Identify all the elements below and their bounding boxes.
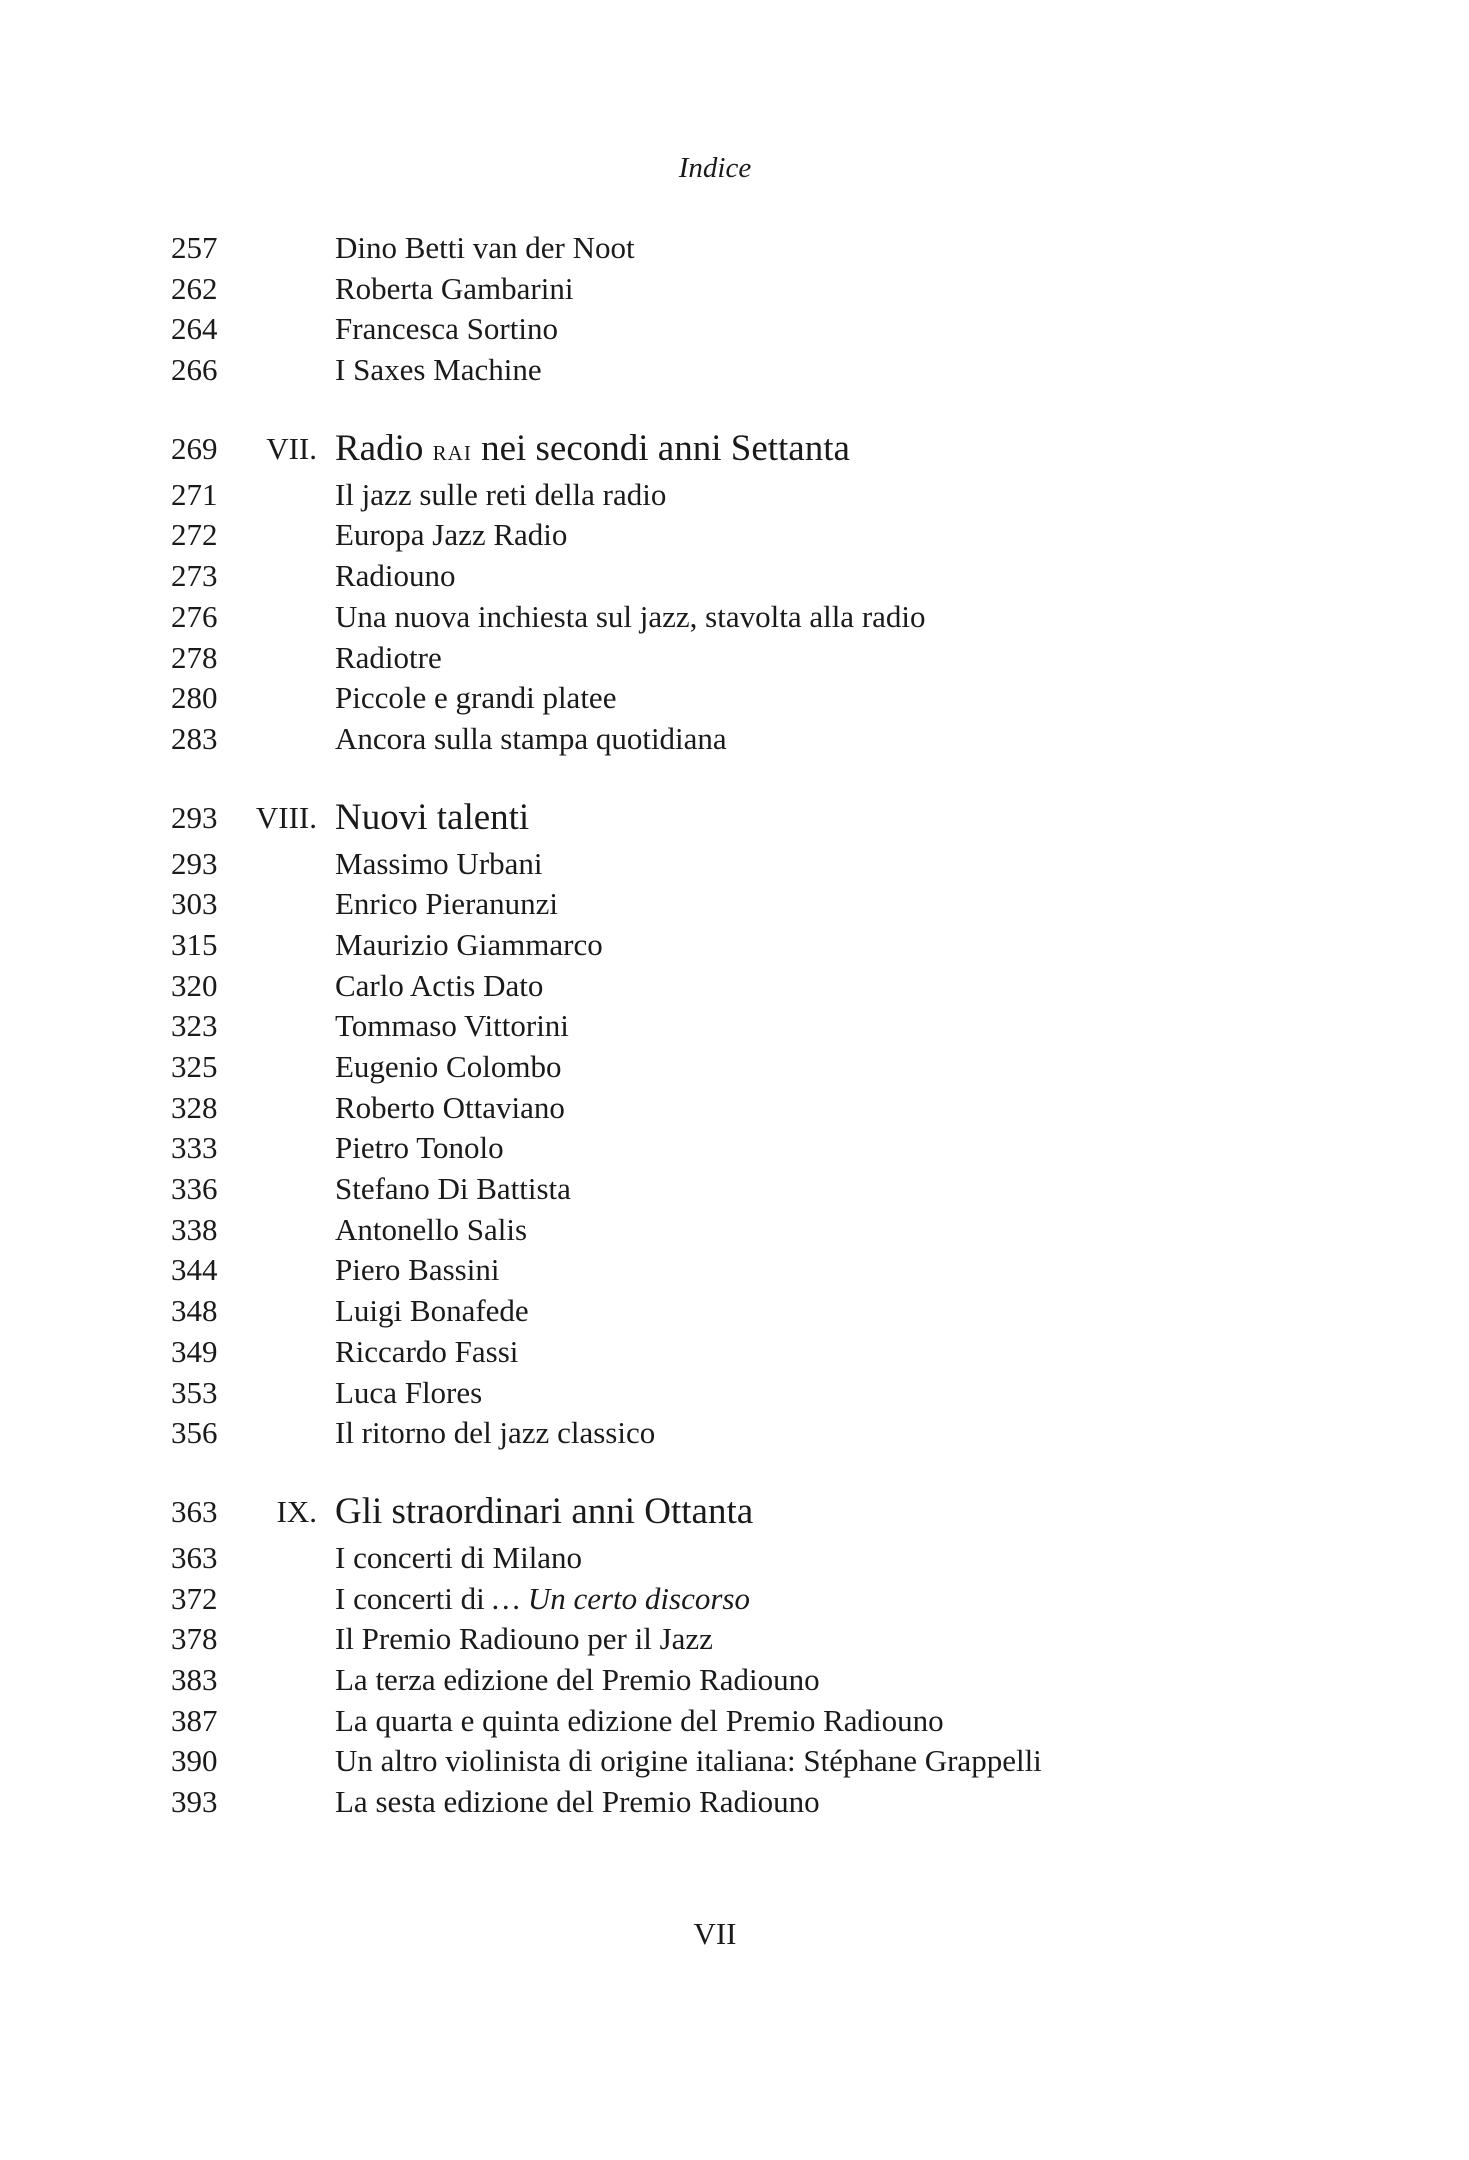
entry-page-number: 257 <box>171 230 218 265</box>
entry-page-number: 315 <box>171 926 218 962</box>
entry-title <box>335 1006 569 1047</box>
chapter-title <box>335 423 850 477</box>
entry-title <box>335 638 442 679</box>
toc-entry[interactable] <box>0 309 1469 350</box>
toc-entry[interactable] <box>0 1579 1469 1620</box>
entry-title-text: Roberta Gambarini <box>335 270 574 306</box>
entry-title <box>335 1619 713 1660</box>
toc-entry[interactable] <box>0 1741 1469 1782</box>
entry-page-number: 390 <box>171 1743 218 1779</box>
entry-title <box>335 1210 527 1251</box>
chapter-title-text: Gli straordinari anni Ottanta <box>335 1490 754 1532</box>
entry-title <box>335 1128 504 1169</box>
entry-page-number: 276 <box>171 598 218 634</box>
entry-page-number: 348 <box>171 1293 218 1329</box>
entry-title-text: Luca Flores <box>335 1374 483 1410</box>
chapter-heading[interactable] <box>0 1486 1469 1538</box>
chapter-number: VIII. <box>255 799 317 835</box>
page-number: VII <box>693 1916 737 1951</box>
entry-title <box>335 1291 529 1332</box>
entry-title-text: Stefano Di Battista <box>335 1171 571 1207</box>
toc-entry[interactable] <box>0 350 1469 391</box>
entry-title-text: La terza edizione del Premio Radiouno <box>335 1661 820 1697</box>
entry-title <box>335 844 543 885</box>
entry-title-text: Un altro violinista di origine italiana: Stéphane Grappelli <box>335 1743 1042 1779</box>
toc-entry[interactable] <box>0 1291 1469 1332</box>
entry-title <box>335 1169 571 1210</box>
entry-title <box>335 1538 582 1579</box>
entry-title-text: Il Premio Radiouno per il Jazz <box>335 1621 713 1657</box>
entry-title-italic: … Un certo discorso <box>492 1580 750 1616</box>
entry-page-number: 333 <box>171 1130 218 1166</box>
toc-entry[interactable] <box>0 1128 1469 1169</box>
entry-title <box>335 1579 750 1620</box>
entry-title <box>335 1782 820 1823</box>
entry-title-text: Dino Betti van der Noot <box>335 230 635 265</box>
chapter-title-text: nei secondi anni Settanta <box>471 427 850 469</box>
toc-entry[interactable] <box>0 1413 1469 1454</box>
entry-title <box>335 269 573 310</box>
entry-title <box>335 1047 561 1088</box>
chapter-page-number: 293 <box>171 799 218 835</box>
entry-title-text: Riccardo Fassi <box>335 1333 519 1369</box>
toc-entry[interactable] <box>0 1660 1469 1701</box>
toc-entry[interactable] <box>0 1250 1469 1291</box>
entry-title-text: Pietro Tonolo <box>335 1130 504 1166</box>
entry-page-number: 303 <box>171 886 218 922</box>
entry-title <box>335 884 558 925</box>
toc-entry[interactable] <box>0 678 1469 719</box>
entry-title <box>335 556 456 597</box>
entry-title-text: Tommaso Vittorini <box>335 1008 569 1044</box>
entry-title-text: Roberto Ottaviano <box>335 1089 565 1125</box>
toc-entry[interactable] <box>0 1538 1469 1579</box>
toc-entry[interactable] <box>0 1210 1469 1251</box>
entry-title <box>335 309 558 350</box>
toc-entry[interactable] <box>0 1373 1469 1414</box>
entry-title <box>335 597 926 638</box>
toc-entry[interactable] <box>0 556 1469 597</box>
toc-entry[interactable] <box>0 638 1469 679</box>
entry-title <box>335 1373 482 1414</box>
entry-title <box>335 350 542 391</box>
toc-entry[interactable] <box>0 1088 1469 1129</box>
chapter-number: VII. <box>266 430 317 466</box>
entry-title-text: La sesta edizione del Premio Radiouno <box>335 1784 820 1819</box>
entry-page-number: 328 <box>171 1089 218 1125</box>
toc-entry[interactable] <box>0 1782 1469 1823</box>
entry-title-text: Europa Jazz Radio <box>335 517 568 553</box>
entry-title <box>335 1741 1042 1782</box>
entry-page-number: 349 <box>171 1333 218 1369</box>
table-of-contents <box>0 228 1469 1823</box>
entry-title-text: Enrico Pieranunzi <box>335 886 558 922</box>
entry-page-number: 280 <box>171 680 218 716</box>
entry-title-text: Radiouno <box>335 558 456 594</box>
entry-title-text: Ancora sulla stampa quotidiana <box>335 720 727 756</box>
entry-title <box>335 719 727 760</box>
entry-title <box>335 1250 499 1291</box>
chapter-title-text: Nuovi talenti <box>335 796 530 838</box>
entry-title-text: Piccole e grandi platee <box>335 680 617 716</box>
entry-page-number: 278 <box>171 639 218 675</box>
toc-entry[interactable] <box>0 719 1469 760</box>
entry-title-text: La quarta e quinta edizione del Premio Radiouno <box>335 1702 944 1738</box>
chapter-heading[interactable] <box>0 423 1469 475</box>
chapter-title <box>335 1486 753 1538</box>
entry-title-text: Antonello Salis <box>335 1211 528 1247</box>
toc-entry[interactable] <box>0 1701 1469 1742</box>
entry-title-text: Eugenio Colombo <box>335 1049 562 1084</box>
entry-page-number: 262 <box>171 270 218 306</box>
toc-entry[interactable] <box>0 269 1469 310</box>
entry-page-number: 273 <box>171 558 218 594</box>
entry-title-text: I Saxes Machine <box>335 352 542 388</box>
toc-entry[interactable] <box>0 966 1469 1007</box>
entry-title-text: Il ritorno del jazz classico <box>335 1415 656 1451</box>
entry-page-number: 323 <box>171 1008 218 1044</box>
entry-page-number: 271 <box>171 476 218 512</box>
chapter-title <box>335 792 529 844</box>
entry-title <box>335 1332 518 1373</box>
entry-title-text: Francesca Sortino <box>335 311 558 347</box>
entry-title <box>335 1413 655 1454</box>
chapter-title-text: Radio <box>335 427 433 469</box>
chapter-heading[interactable] <box>0 792 1469 844</box>
entry-title <box>335 678 616 719</box>
toc-entry[interactable] <box>0 475 1469 516</box>
entry-page-number: 372 <box>171 1580 218 1616</box>
chapter-number: IX. <box>276 1493 317 1529</box>
entry-title <box>335 925 603 966</box>
entry-page-number: 353 <box>171 1374 218 1410</box>
entry-title <box>335 515 567 556</box>
entry-page-number: 266 <box>171 352 218 388</box>
entry-page-number: 344 <box>171 1252 218 1288</box>
entry-title <box>335 1088 565 1129</box>
entry-page-number: 264 <box>171 311 218 347</box>
entry-title-text: Maurizio Giammarco <box>335 926 603 962</box>
entry-page-number: 272 <box>171 517 218 553</box>
entry-page-number: 363 <box>171 1539 218 1575</box>
entry-title <box>335 228 635 269</box>
entry-title-text: Piero Bassini <box>335 1252 500 1288</box>
toc-entry[interactable] <box>0 515 1469 556</box>
toc-entry[interactable] <box>0 844 1469 885</box>
entry-title-text: I concerti di Milano <box>335 1539 583 1575</box>
entry-page-number: 283 <box>171 720 218 756</box>
chapter-page-number: 363 <box>171 1493 218 1529</box>
entry-page-number: 356 <box>171 1415 218 1451</box>
entry-title-text: Radiotre <box>335 639 442 675</box>
toc-entry[interactable] <box>0 1169 1469 1210</box>
entry-title <box>335 966 543 1007</box>
chapter-page-number: 269 <box>171 430 218 466</box>
toc-entry[interactable] <box>0 1619 1469 1660</box>
entry-title <box>335 475 666 516</box>
entry-page-number: 393 <box>171 1784 218 1819</box>
entry-page-number: 293 <box>171 845 218 881</box>
entry-page-number: 336 <box>171 1171 218 1207</box>
toc-entry[interactable] <box>0 228 1469 269</box>
entry-page-number: 320 <box>171 967 218 1003</box>
entry-title <box>335 1660 820 1701</box>
entry-title-text: Massimo Urbani <box>335 845 543 881</box>
entry-page-number: 325 <box>171 1049 218 1084</box>
entry-title-text: Il jazz sulle reti della radio <box>335 476 667 512</box>
entry-title <box>335 1701 944 1742</box>
entry-title-text: Una nuova inchiesta sul jazz, stavolta alla radio <box>335 598 926 634</box>
toc-entry[interactable] <box>0 1006 1469 1047</box>
toc-entry[interactable] <box>0 925 1469 966</box>
entry-title-text: I concerti di <box>335 1580 493 1616</box>
toc-entry[interactable] <box>0 884 1469 925</box>
running-head: Indice <box>678 152 752 184</box>
entry-page-number: 338 <box>171 1211 218 1247</box>
toc-entry[interactable] <box>0 1332 1469 1373</box>
entry-page-number: 383 <box>171 1661 218 1697</box>
entry-title-text: Luigi Bonafede <box>335 1293 529 1329</box>
entry-title-text: Carlo Actis Dato <box>335 967 544 1003</box>
chapter-title-smallcaps: rai <box>432 434 472 467</box>
toc-entry[interactable] <box>0 597 1469 638</box>
entry-page-number: 378 <box>171 1621 218 1657</box>
entry-page-number: 387 <box>171 1702 218 1738</box>
toc-entry[interactable] <box>0 1047 1469 1088</box>
